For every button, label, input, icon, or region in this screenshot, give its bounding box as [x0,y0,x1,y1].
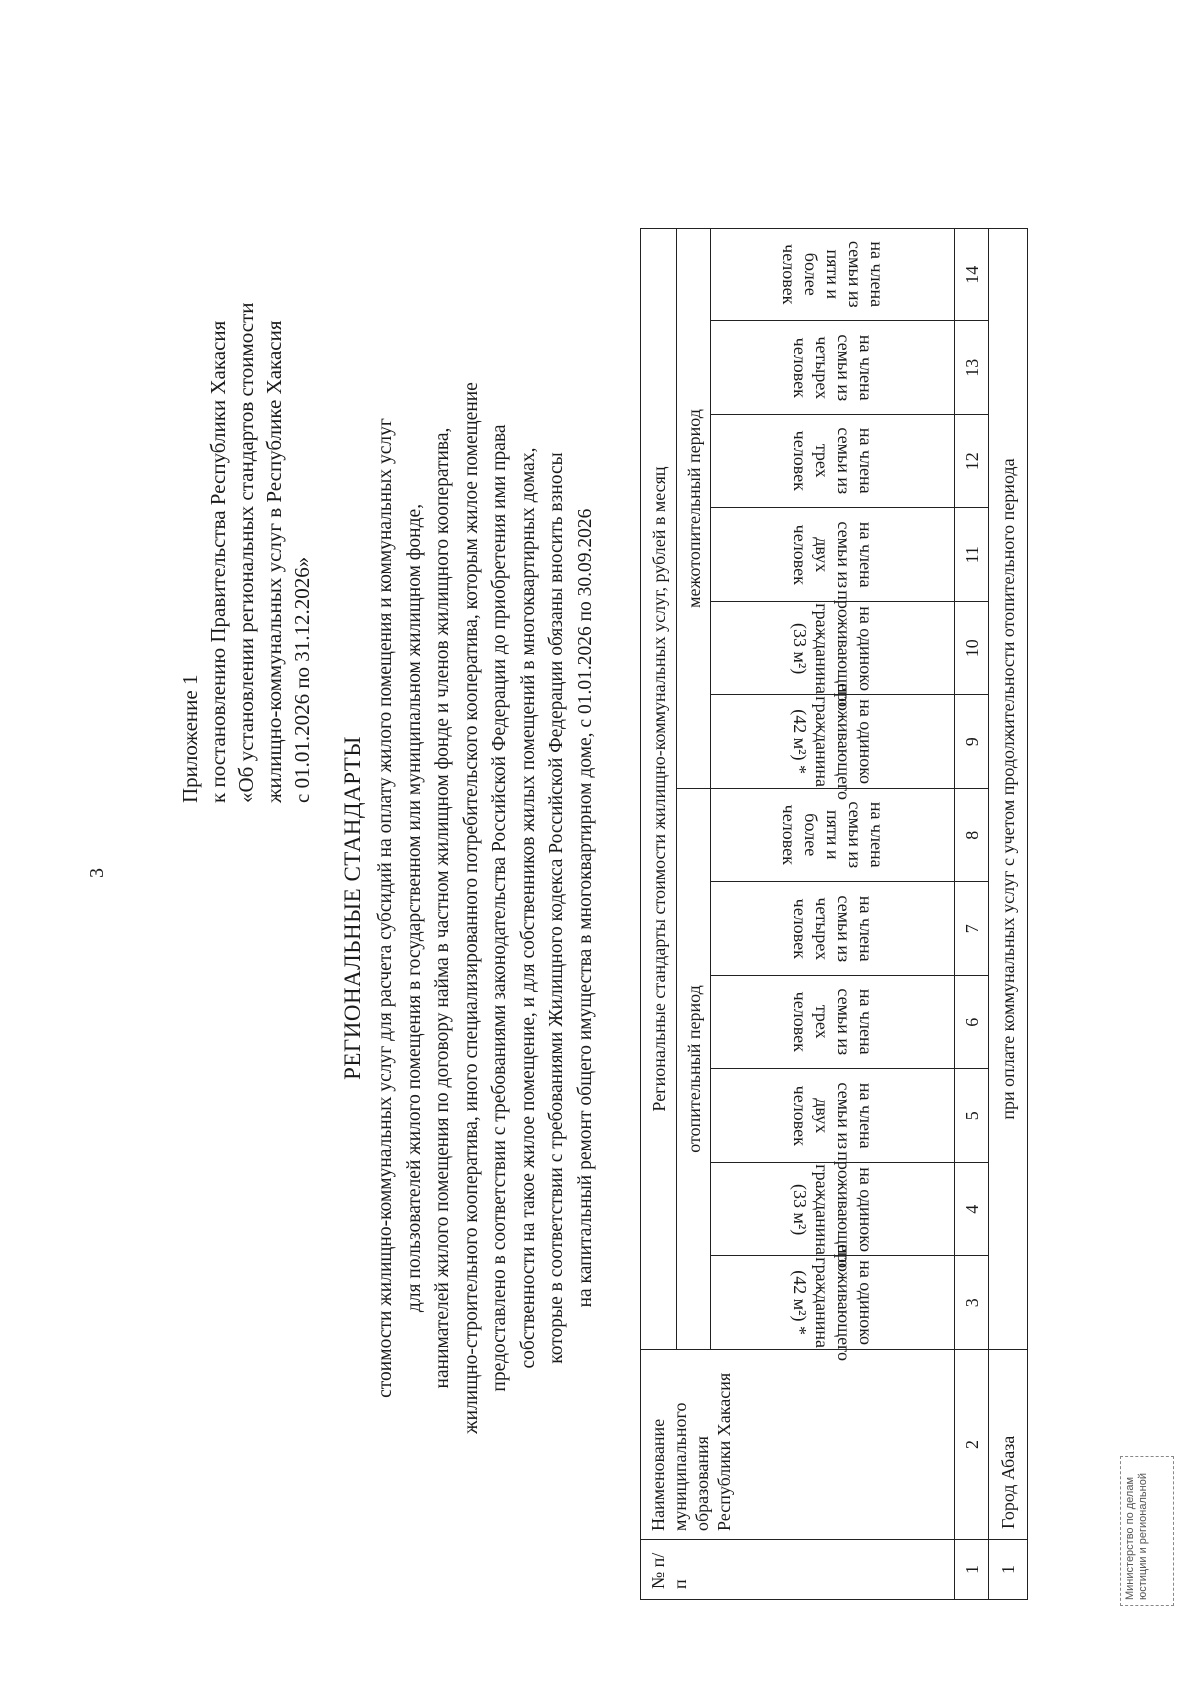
colnum-cell: 12 [954,415,988,509]
colnum-cell: 11 [954,509,988,603]
subheader-col-9: на одиноко проживающего гражданина (42 м²) * [710,696,954,790]
header-group: Региональные стандарты стоимости жилищно-коммунальных услуг, рублей в месяц [640,228,676,1350]
description-line: стоимости жилищно-коммунальных услуг для расчета субсидий на оплату жилого помещения и коммунальных услуг [375,418,396,1398]
header-number: № п/п [640,1540,954,1600]
colnum-cell: 6 [954,976,988,1070]
colnum-cell: 10 [954,602,988,696]
row-municipality: Город Абаза [988,1350,1028,1540]
description-line: жилищно-строительного кооператива, иного специализированного потребительского кооператива, которым жилое помещение [460,382,482,1434]
annex-block [176,243,316,803]
subheader-col-12: на члена семьи из трех человек [710,415,954,509]
document-title: РЕГИОНАЛЬНЫЕ СТАНДАРТЫ [340,736,365,1080]
annex-line: к постановлению Правительства Республики Хакасия [206,320,230,803]
page-number: 3 [86,868,108,878]
description-line: для пользователей жилого помещения в государственном или муниципальном жилищном фонде, [403,503,425,1313]
description-line: собственности на такое жилое помещение, и для собственников жилых помещений в многоквартирных домах, [517,447,539,1369]
annex-line: жилищно-коммунальных услуг в Республике Хакасия [262,320,286,803]
subheader-col-4: на одиноко проживающего гражданина (33 м²) [710,1163,954,1257]
subheader-col-5: на члена семьи из двух человек [710,1070,954,1164]
subheader-col-7: на члена семьи из четырех человек [710,883,954,977]
description-line: которые в соответствии с требованиями Жилищного кодекса Российской Федерации обязаны вносить взносы [546,452,567,1364]
colnum-cell: 2 [954,1350,988,1540]
subheader-col-10: на одиноко проживающего гражданина (33 м²) [710,602,954,696]
standards-table [640,228,1098,1600]
stamp-line: юстиции и региональной [1137,1473,1149,1600]
colnum-cell: 13 [954,322,988,416]
colnum-cell: 9 [954,696,988,790]
description-line: предоставлено в соответствии с требованиями законодательства Российской Федерации до приобретения ими права [489,424,510,1392]
colnum-cell: 3 [954,1257,988,1351]
header-municipality: Наименование муниципального образования Республики Хакасия [640,1350,954,1540]
colnum-cell: 1 [954,1540,988,1600]
annex-line: Приложение 1 [178,674,202,803]
subheader-col-14: на члена семьи из пяти и более человек [710,228,954,322]
description-line: нанимателей жилого помещения по договору найма в частном жилищном фонде и членов жилищного кооператива, [432,427,453,1389]
document-description [372,118,600,1698]
colnum-cell: 7 [954,883,988,977]
colnum-cell: 8 [954,789,988,883]
row-note: при оплате коммунальных услуг с учетом продолжительности отопительного периода [988,228,1028,1350]
subheader-col-6: на члена семьи из трех человек [710,976,954,1070]
stamp-line: Министерство по делам [1124,1476,1136,1600]
row-number: 1 [988,1540,1028,1600]
header-interheating-period: межотопительный период [676,228,710,789]
subheader-col-3: на одиноко проживающего гражданина (42 м²) * [710,1257,954,1351]
subheader-col-13: на члена семьи из четырех человек [710,322,954,416]
colnum-cell: 5 [954,1070,988,1164]
header-heating-period: отопительный период [676,789,710,1350]
annex-line: с 01.01.2026 по 31.12.2026» [290,556,314,803]
description-line: на капитальный ремонт общего имущества в многоквартирном доме, с 01.01.2026 по 30.09.2026 [574,508,596,1308]
colnum-cell: 14 [954,228,988,322]
subheader-col-8: на члена семьи из пяти и более человек [710,789,954,883]
colnum-cell: 4 [954,1163,988,1257]
annex-line: «Об установлении региональных стандартов стоимости [234,302,258,803]
official-stamp [1120,1456,1174,1606]
subheader-col-11: на члена семьи из двух человек [710,509,954,603]
